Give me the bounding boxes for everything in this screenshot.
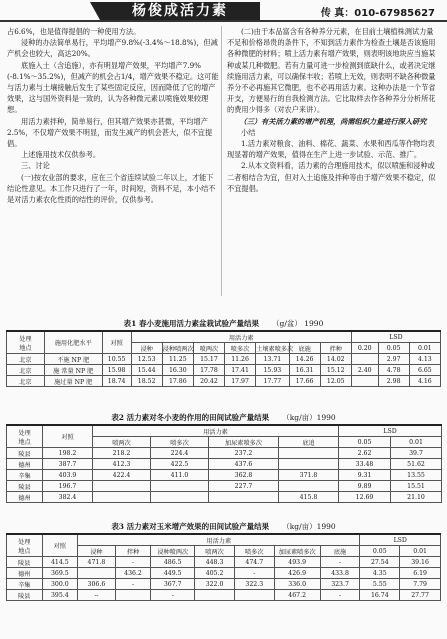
- value-cell: 403.9: [43, 470, 93, 481]
- value-cell: 17.97: [225, 376, 256, 387]
- table-row: [7, 354, 441, 365]
- value-cell: 18.52: [131, 376, 162, 387]
- table2-group-lsd: LSD: [339, 425, 442, 437]
- location-cell: 辛集: [7, 579, 43, 590]
- value-cell: 17.66: [289, 376, 320, 387]
- value-cell: 9.89: [339, 481, 391, 492]
- location-cell: 辛集: [7, 470, 43, 481]
- table-row: [7, 568, 441, 579]
- value-cell: 422.5: [151, 459, 209, 470]
- value-cell: 486.5: [151, 557, 195, 568]
- value-cell: [209, 492, 279, 503]
- table2-corner-bottom: 地点: [18, 438, 31, 446]
- table-row: [7, 365, 441, 376]
- left-column-paragraph: 底施入土（含追施），亦有明显增产效果，平均增产7.9%(-8.1%～35.2%)，但减产的机会占1/4，增产效果不稳定。这可能与活力素与土壤接触后发生了某些固定反应，因而降低了它的增产效果，这与国外资料是一致的，认为各种微元素以喷施效果较理想。: [7, 60, 219, 115]
- value-cell: 10.55: [102, 354, 131, 365]
- location-cell: 陵县: [7, 481, 43, 492]
- table3-group-lsd: LSD: [360, 534, 441, 546]
- table2: [6, 424, 442, 503]
- table2-subheader: 0.05: [339, 437, 391, 448]
- table3-subheader: 底施: [320, 546, 360, 557]
- table3-corner: [7, 534, 43, 557]
- value-cell: [78, 568, 116, 579]
- table2-unit: （kg/亩）1990: [282, 413, 336, 422]
- table2-corner: [7, 425, 43, 448]
- table-row: [7, 492, 442, 503]
- value-cell: 27.77: [400, 590, 441, 601]
- table1-title-text: 表1 春小麦施用活力素盆栽试验产量结果: [123, 319, 259, 328]
- table1-group-lsd: LSD: [351, 331, 440, 343]
- value-cell: 20.42: [193, 376, 224, 387]
- table3-subheader: 0.05: [360, 546, 400, 557]
- value-cell: 15.98: [102, 365, 131, 376]
- table3: [6, 533, 441, 601]
- value-cell: 施过量 NP 肥: [44, 376, 102, 387]
- location-cell: 北京: [7, 365, 45, 376]
- value-cell: 18.74: [102, 376, 131, 387]
- value-cell: [279, 448, 339, 459]
- table1-subheader: 底施: [289, 343, 320, 354]
- right-column-paragraph: (二)由于本品富含有各种养分元素，在目前土壤植株测试力量不足和价格昂贵的条件下，不知到活力素作为检查土壤是否该施用各种微肥的材料；喷上活力素有增产效果，则表明该地块应当施某种或某几种微肥。若有力量可进一步检测到底缺什么，或者决定继续施用活力素，可以确保丰收；若喷上无效，则表明不缺各种微量养分不必再施其它微肥，也不必再用活力素。这种办法是一个节省开支，方便易行的自我检测方法。它比取样去作各种养分分析所花的费用少得多（对农户来讲）。: [227, 27, 436, 115]
- value-cell: 422.4: [93, 470, 151, 481]
- table3-corner-bottom: 地点: [18, 547, 31, 555]
- value-cell: 12.53: [131, 354, 162, 365]
- right-column-paragraph: 2.从本文资料看，活力素的合理施用技术，似以喷施和浸种或二者相结合为宜，但对入土追施及拌种等由于增产效果不稳定，似不宜提倡。: [227, 161, 436, 193]
- value-cell: 7.79: [400, 579, 441, 590]
- value-cell: 13.55: [391, 470, 442, 481]
- value-cell: -: [151, 590, 195, 601]
- right-column-paragraph: 小结: [241, 127, 256, 137]
- value-cell: 11.25: [162, 354, 193, 365]
- value-cell: 9.31: [339, 470, 391, 481]
- value-cell: 17.41: [225, 365, 256, 376]
- table1-subheader: 拌种: [320, 343, 351, 354]
- table1-fertilizer-header: 施用化肥水平: [44, 331, 102, 354]
- value-cell: 2.40: [351, 365, 378, 376]
- value-cell: 448.3: [195, 557, 235, 568]
- value-cell: 405.2: [195, 568, 235, 579]
- table-row: [7, 590, 441, 601]
- location-cell: 北京: [7, 376, 45, 387]
- value-cell: 2.97: [378, 354, 409, 365]
- value-cell: 467.2: [274, 590, 320, 601]
- table1-subheader: 喷两次: [193, 343, 224, 354]
- banner-tab: [90, 2, 100, 20]
- table-row: [7, 459, 442, 470]
- value-cell: 227.7: [209, 481, 279, 492]
- value-cell: 16.30: [162, 365, 193, 376]
- table1-subheader: 0.05: [378, 343, 409, 354]
- value-cell: -: [320, 590, 360, 601]
- value-cell: 437.6: [209, 459, 279, 470]
- location-cell: 德州: [7, 492, 43, 503]
- left-column-paragraph: 三、讨论: [21, 161, 50, 171]
- value-cell: 493.9: [274, 557, 320, 568]
- value-cell: 426.9: [274, 568, 320, 579]
- location-cell: 陵县: [7, 448, 43, 459]
- value-cell: 11.26: [225, 354, 256, 365]
- value-cell: 33.48: [339, 459, 391, 470]
- right-column-paragraph: （三）有关活力素的增产机理，尚需组织力量进行深入研究: [239, 116, 427, 126]
- value-cell: 449.5: [151, 568, 195, 579]
- left-column: [7, 26, 219, 205]
- value-cell: 21.10: [391, 492, 442, 503]
- value-cell: 436.2: [115, 568, 151, 579]
- value-cell: -: [115, 579, 151, 590]
- value-cell: 411.0: [151, 470, 209, 481]
- value-cell: [234, 590, 274, 601]
- table1: [6, 330, 441, 387]
- table1-subheader: 0.20: [351, 343, 378, 354]
- value-cell: 415.8: [279, 492, 339, 503]
- value-cell: --: [78, 590, 116, 601]
- value-cell: [279, 459, 339, 470]
- table3-subheader: 喷两次: [195, 546, 235, 557]
- table1-title: [0, 318, 447, 329]
- value-cell: 4.16: [409, 376, 440, 387]
- value-cell: [93, 481, 151, 492]
- table2-subheader: 喷两次: [93, 437, 151, 448]
- location-cell: 北京: [7, 354, 45, 365]
- left-column-paragraph: 用活力素拌种，简单易行，但其增产效果亦甚微，平均增产2.5%，不仅增产效果不明显，而发生减产的机会甚大，似不宜提倡。: [7, 116, 213, 149]
- value-cell: 387.7: [43, 459, 93, 470]
- value-cell: [351, 376, 378, 387]
- value-cell: 196.7: [43, 481, 93, 492]
- table3-subheader: 浸种喷两次: [151, 546, 195, 557]
- table2-title: [0, 412, 447, 423]
- table3-subheader: 加尿素喷多次: [274, 546, 320, 557]
- value-cell: 14.26: [289, 354, 320, 365]
- value-cell: 39.7: [391, 448, 442, 459]
- value-cell: 322.0: [195, 579, 235, 590]
- table1-subheader: 浸种: [131, 343, 162, 354]
- value-cell: 51.62: [391, 459, 442, 470]
- value-cell: 39.16: [400, 557, 441, 568]
- table3-subheader: 0.01: [400, 546, 441, 557]
- table1-subheader: 浸种喷两次: [162, 343, 193, 354]
- value-cell: 224.4: [151, 448, 209, 459]
- value-cell: 14.02: [320, 354, 351, 365]
- table3-corner-top: 处理: [18, 538, 31, 546]
- value-cell: 362.8: [209, 470, 279, 481]
- value-cell: 369.5: [42, 568, 78, 579]
- value-cell: 306.6: [78, 579, 116, 590]
- value-cell: 4.35: [360, 568, 400, 579]
- value-cell: [351, 354, 378, 365]
- table-row: [7, 557, 441, 568]
- value-cell: 17.86: [162, 376, 193, 387]
- table2-corner-top: 处理: [18, 429, 31, 437]
- right-column: [227, 26, 439, 194]
- value-cell: 433.8: [320, 568, 360, 579]
- value-cell: -: [320, 557, 360, 568]
- value-cell: 15.44: [131, 365, 162, 376]
- value-cell: 237.2: [209, 448, 279, 459]
- table1-subheader: 0.01: [409, 343, 440, 354]
- column-divider: [221, 26, 222, 296]
- table-row: [7, 579, 441, 590]
- table1-group-huoli: 用活力素: [131, 331, 351, 343]
- table2-group-huoli: 用活力素: [93, 425, 339, 437]
- value-cell: 300.0: [42, 579, 78, 590]
- page-header: [0, 0, 447, 22]
- table-row: [7, 481, 442, 492]
- table3-control-header: 对照: [42, 534, 78, 557]
- value-cell: 6.65: [409, 365, 440, 376]
- table3-subheader: 喷多次: [234, 546, 274, 557]
- value-cell: 414.5: [42, 557, 78, 568]
- table3-subheader: 拌种: [115, 546, 151, 557]
- value-cell: 367.7: [151, 579, 195, 590]
- location-cell: 德州: [7, 568, 43, 579]
- value-cell: 5.55: [360, 579, 400, 590]
- table1-corner: [7, 331, 45, 354]
- value-cell: 13.71: [256, 354, 289, 365]
- table1-subheader: 土壤素喷多次: [256, 343, 289, 354]
- table3-group-huoli: 用活力素: [78, 534, 360, 546]
- value-cell: [151, 492, 209, 503]
- value-cell: 471.8: [78, 557, 116, 568]
- table3-subheader: 浸种: [78, 546, 116, 557]
- value-cell: 16.74: [360, 590, 400, 601]
- table1-control-header: 对照: [102, 331, 131, 354]
- table1-unit: （g/盆） 1990: [272, 319, 324, 328]
- table2-subheader: 0.01: [391, 437, 442, 448]
- table2-control-header: 对照: [43, 425, 93, 448]
- value-cell: 12.05: [320, 376, 351, 387]
- table2-title-text: 表2 活力素对冬小麦的作用的田间试验产量结果: [111, 413, 270, 422]
- right-column-paragraph: 1.活力素对粮食、油料、棉花、蔬菜、水果和西瓜等作物均表现显著的增产效果，值得在生产上进一步试验、示范、推广。: [227, 139, 435, 160]
- value-cell: 395.4: [42, 590, 78, 601]
- table-row: [7, 376, 441, 387]
- location-cell: 陵县: [7, 557, 43, 568]
- header-rule: [0, 20, 447, 22]
- value-cell: 施 常量 NP 肥: [44, 365, 102, 376]
- value-cell: 412.3: [93, 459, 151, 470]
- value-cell: 336.0: [274, 579, 320, 590]
- left-column-paragraph: (一)按农业部的要求，应在三个省连续试验二年以上，才能下结论性意见。本工作只进行了一年，时间短，资料不足，本小结不是对活力素农化性质的结性的评价，仅供参考。: [7, 172, 216, 205]
- left-column-paragraph: 浸种的办法简单易行，平均增产9.8%(-3.4%～18.8%)，但减产机会也较大，高达20%。: [7, 38, 218, 59]
- column-banner: 杨俊成活力素: [100, 2, 260, 20]
- table2-subheader: 底追: [279, 437, 339, 448]
- value-cell: [93, 492, 151, 503]
- value-cell: 17.77: [256, 376, 289, 387]
- value-cell: [279, 481, 339, 492]
- table1-subheader: 喷多次: [225, 343, 256, 354]
- value-cell: 218.2: [93, 448, 151, 459]
- value-cell: 15.12: [320, 365, 351, 376]
- value-cell: -: [234, 568, 274, 579]
- table2-subheader: 加尿素喷多次: [209, 437, 279, 448]
- value-cell: 382.4: [43, 492, 93, 503]
- value-cell: 15.51: [391, 481, 442, 492]
- value-cell: 不施 NP 肥: [44, 354, 102, 365]
- value-cell: 6.19: [400, 568, 441, 579]
- value-cell: 322.3: [234, 579, 274, 590]
- location-cell: 德州: [7, 459, 43, 470]
- value-cell: 371.8: [279, 470, 339, 481]
- value-cell: -: [115, 557, 151, 568]
- table1-corner-bottom: 地点: [19, 344, 32, 352]
- value-cell: [195, 590, 235, 601]
- value-cell: 16.31: [289, 365, 320, 376]
- table3-title: [0, 521, 447, 532]
- table3-title-text: 表3 活力素对玉米增产效果的田间试验产量结果: [111, 522, 270, 531]
- fax-number: 传 真：010-67985627: [320, 8, 435, 19]
- value-cell: 15.93: [256, 365, 289, 376]
- value-cell: 474.7: [234, 557, 274, 568]
- table2-subheader: 喷多次: [151, 437, 209, 448]
- value-cell: 12.69: [339, 492, 391, 503]
- value-cell: 198.2: [43, 448, 93, 459]
- value-cell: [115, 590, 151, 601]
- value-cell: [151, 481, 209, 492]
- value-cell: 27.54: [360, 557, 400, 568]
- table1-corner-top: 处理: [19, 335, 32, 343]
- value-cell: 4.78: [378, 365, 409, 376]
- value-cell: 323.7: [320, 579, 360, 590]
- value-cell: 2.62: [339, 448, 391, 459]
- value-cell: 15.17: [193, 354, 224, 365]
- left-column-paragraph: 上述施用技术仅供参考。: [21, 150, 101, 160]
- table-row: [7, 448, 442, 459]
- table-row: [7, 470, 442, 481]
- value-cell: 4.13: [409, 354, 440, 365]
- location-cell: 陵县: [7, 590, 43, 601]
- left-column-paragraph: 占6.6%，也是值得提倡的一种使用方法。: [7, 27, 141, 36]
- table3-unit: （kg/亩）1990: [282, 522, 336, 531]
- value-cell: 17.78: [193, 365, 224, 376]
- value-cell: 2.98: [378, 376, 409, 387]
